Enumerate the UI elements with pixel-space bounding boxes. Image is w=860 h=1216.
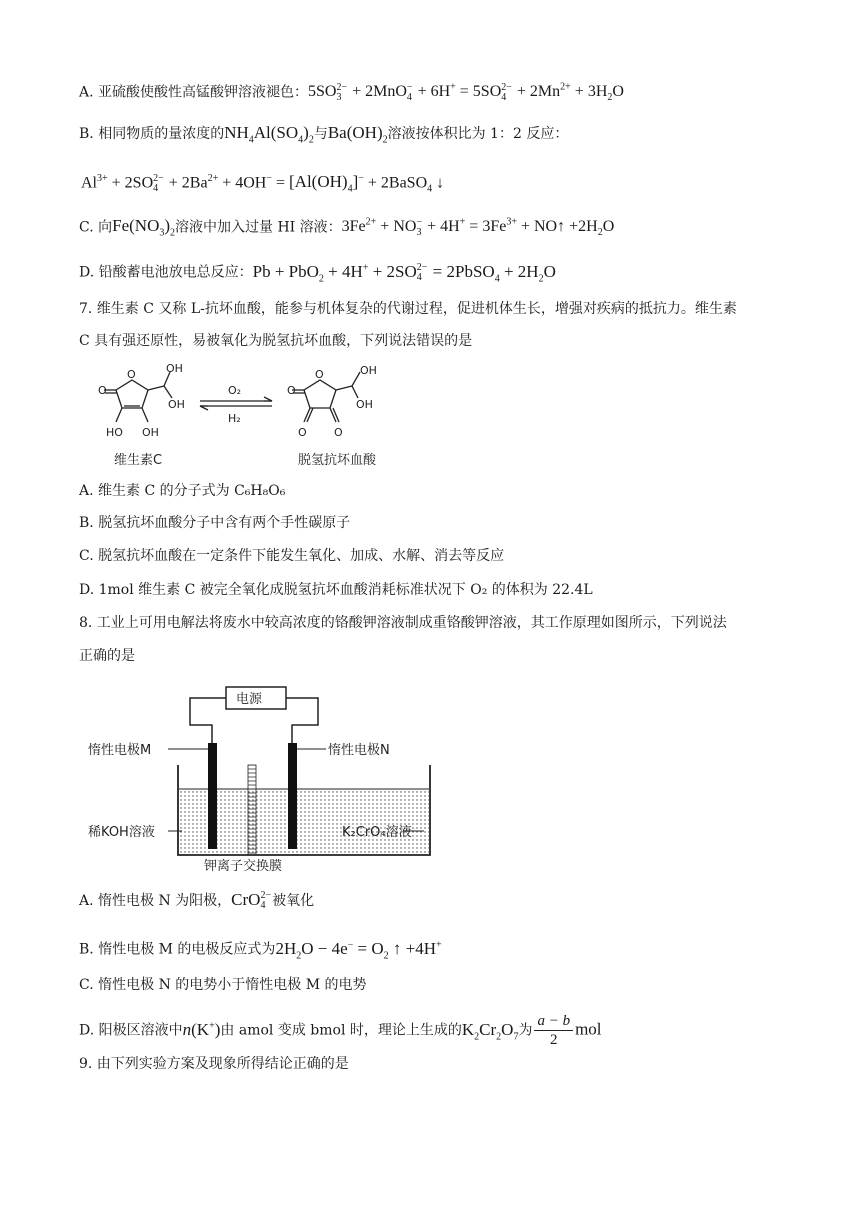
- electrode-m-label: 惰性电极M: [88, 743, 152, 758]
- membrane-label: 钾离子交换膜: [204, 859, 283, 873]
- dehydroascorbic-label: 脱氢抗坏血酸: [298, 453, 377, 468]
- svg-text:OH: OH: [142, 426, 159, 439]
- svg-text:OH: OH: [168, 398, 185, 411]
- q6-option-b-formula-1: $NH_4Al(SO_4)_2$: [224, 123, 314, 146]
- q8-option-d-n-k: n(K+): [182, 1019, 221, 1039]
- q8-option-d-prefix: D. 阳极区溶液中: [79, 1022, 183, 1039]
- q6-option-b-equation: $Al^{3+} + 2SO$ 2− 4 + $2Ba^{2+} + 4OH^- = [Al(OH)_4]^-$ + 2BaSO$_4$ ↓: [81, 172, 445, 195]
- svg-text:O: O: [298, 426, 307, 439]
- svg-text:O: O: [287, 384, 296, 397]
- q6-option-a-equation: 5SO 2− 3 + 2MnO − 4 + 6H+ = 5SO 2− 4 + $2Mn^{2+} + 3H_2O$: [308, 81, 624, 104]
- q6-option-b-formula-2: $Ba(OH)_2$: [327, 123, 388, 146]
- q6-option-c: [79, 212, 614, 245]
- q6-option-c-mid: 溶液中加入过量 HI 溶液：: [175, 219, 342, 236]
- q6-option-a: [79, 77, 624, 110]
- electrode-n-label: 惰性电极N: [328, 743, 390, 758]
- q6-option-c-prefix: C. 向: [79, 219, 113, 236]
- svg-text:O: O: [98, 384, 107, 397]
- q8-option-d-fraction: $\frac{a - b}{2}$: [534, 1012, 573, 1049]
- q6-option-b-suffix: 溶液按体积比为 1：2 反应：: [387, 126, 569, 142]
- q8-option-b-equation: $2H_2O - 4e^- = O_2$ ↑ +4H+: [275, 938, 442, 962]
- q7-option-b: B. 脱氢抗坏血酸分子中含有两个手性碳原子: [79, 515, 351, 531]
- q6-option-c-formula: $Fe(NO_3)_2$: [112, 216, 176, 239]
- q8-option-a-prefix: A. 惰性电极 N 为阳极，: [79, 893, 232, 909]
- q7-stem-line-1: 7. 维生素 C 又称 L-抗坏血酸，能参与机体复杂的代谢过程，促进机体生长，增强对疾病的抵抗力。维生素: [79, 301, 737, 317]
- q6-option-b: [79, 122, 568, 151]
- vitamin-c-reaction-figure: [84, 360, 414, 475]
- q8-option-a-formula: CrO 2− 4: [231, 890, 272, 912]
- svg-text:O: O: [127, 368, 136, 381]
- q6-option-c-equation: $3Fe^{2+}$ + NO − 3 + $4H^+ = 3Fe^{3+}$ + NO↑ $+2H_2O$: [341, 216, 615, 239]
- q8-option-d-k2cr2o7: $K_2Cr_2O_7$: [461, 1019, 519, 1042]
- svg-text:HO: HO: [106, 426, 123, 439]
- q7-option-a: A. 维生素 C 的分子式为 C₆H₈O₆: [79, 483, 286, 499]
- q6-option-d-prefix: D. 铅酸蓄电池放电总反应：: [79, 264, 253, 281]
- svg-text:OH: OH: [166, 362, 183, 375]
- q8-option-d-mid: 由 amol 变成 bmol 时，理论上生成的: [220, 1022, 462, 1039]
- q8-option-c: C. 惰性电极 N 的电势小于惰性电极 M 的电势: [79, 977, 367, 993]
- q8-option-b: [79, 934, 442, 967]
- q6-option-d-equation: Pb + PbO$_2$ + 4H+ + 2SO 2− 4 = 2PbSO$_4$ + $2H_2O$: [252, 261, 556, 285]
- q8-stem-line-2: 正确的是: [79, 648, 135, 664]
- svg-text:O: O: [334, 426, 343, 439]
- left-solution-label: 稀KOH溶液: [88, 825, 155, 840]
- q8-option-d-unit: mol: [575, 1019, 602, 1039]
- q9-stem: 9. 由下列实验方案及现象所得结论正确的是: [79, 1056, 349, 1072]
- electrolysis-cell-figure: [84, 683, 444, 873]
- right-solution-label: K₂CrO₄溶液: [342, 825, 412, 840]
- q6-option-a-text: A. 亚硫酸使酸性高锰酸钾溶液褪色：: [79, 84, 309, 101]
- svg-text:O: O: [315, 368, 324, 381]
- q6-option-d: [79, 257, 556, 290]
- q6-option-b-mid: 与: [313, 126, 328, 142]
- q8-option-a-suffix: 被氧化: [272, 893, 315, 909]
- q8-option-d: [79, 1012, 602, 1049]
- q7-option-c: C. 脱氢抗坏血酸在一定条件下能发生氧化、加成、水解、消去等反应: [79, 548, 505, 564]
- q8-option-b-prefix: B. 惰性电极 M 的电极反应式为: [79, 941, 276, 958]
- q7-stem-line-2: C 具有强还原性，易被氧化为脱氢抗坏血酸，下列说法错误的是: [79, 333, 473, 349]
- q8-option-a: [79, 889, 314, 912]
- power-label: 电源: [236, 692, 263, 707]
- arrow-top-label: O₂: [228, 384, 242, 397]
- q8-stem-line-1: 8. 工业上可用电解法将废水中较高浓度的铬酸钾溶液制成重铬酸钾溶液，其工作原理如图所示，下列说法: [79, 615, 727, 631]
- q6-option-b-prefix: B. 相同物质的量浓度的: [79, 126, 225, 142]
- q7-option-d: D. 1mol 维生素 C 被完全氧化成脱氢抗坏血酸消耗标准状况下 O₂ 的体积为 22.4L: [79, 582, 593, 598]
- q8-option-d-mid2: 为: [518, 1022, 533, 1039]
- vitamin-c-label: 维生素C: [114, 453, 163, 468]
- svg-text:OH: OH: [360, 364, 377, 377]
- svg-text:OH: OH: [356, 398, 373, 411]
- arrow-bottom-label: H₂: [228, 412, 241, 425]
